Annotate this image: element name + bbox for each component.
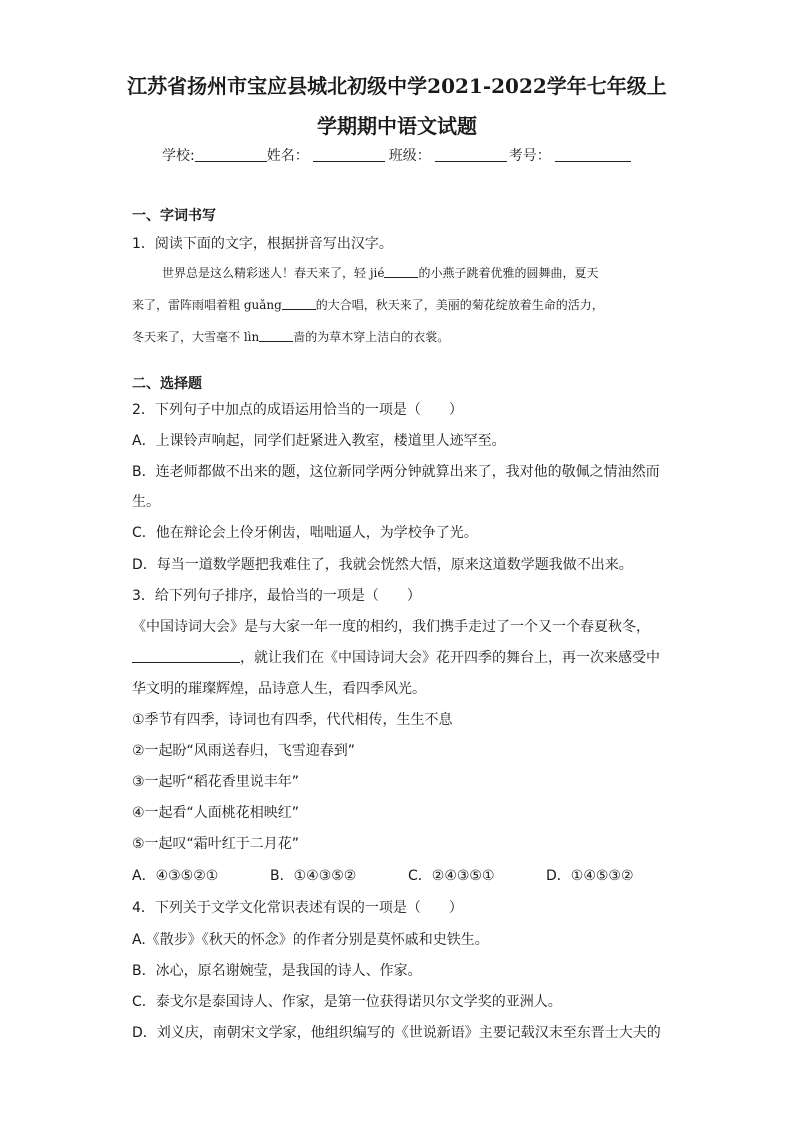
number-blank[interactable]: [555, 147, 631, 162]
q2-option-a[interactable]: A．上课铃声响起，同学们赶紧进入教室，楼道里人迹罕至。: [132, 433, 506, 449]
q2-option-d[interactable]: D．每当一道数学题把我难住了，我就会恍然大悟，原来这道数学题我做不出来。: [132, 557, 633, 573]
q4-option-a[interactable]: A.《散步》《秋天的怀念》的作者分别是莫怀戚和史铁生。: [132, 932, 489, 948]
q2-option-b-cont: 生。: [132, 494, 160, 510]
school-blank[interactable]: [195, 147, 267, 162]
q4-option-c[interactable]: C．泰戈尔是泰国诗人、作家，是第一位获得诺贝尔文学奖的亚洲人。: [132, 994, 562, 1010]
document-title-line-1: 江苏省扬州市宝应县城北初级中学2021-2022学年七年级上: [127, 74, 667, 98]
section-2-heading: 二、选择题: [132, 376, 202, 392]
q3-blank[interactable]: [132, 648, 240, 663]
number-label: 考号：: [508, 148, 551, 164]
q1-blank-3[interactable]: [259, 329, 293, 342]
name-blank[interactable]: [313, 147, 385, 162]
q1-passage-line-2: [132, 296, 604, 314]
student-info-row: [162, 145, 631, 165]
section-1-heading: 一、字词书写: [132, 208, 216, 224]
class-label: 班级：: [388, 148, 431, 164]
q2-option-b[interactable]: B．连老师都做不出来的题，这位新同学两分钟就算出来了，我对他的敬佩之情油然而: [132, 464, 660, 480]
q1-stem: 1．阅读下面的文字，根据拼音写出汉字。: [132, 236, 393, 252]
q3-sentence-3: ③一起听“稻花香里说丰年”: [132, 774, 300, 790]
q3-text: ，就让我们在《中国诗词大会》花开四季的舞台上，再一次来感受中: [240, 650, 660, 666]
q2-option-c[interactable]: C．他在辩论会上伶牙俐齿，咄咄逼人，为学校争了光。: [132, 525, 478, 541]
q3-stem: 3．给下列句子排序，最恰当的一项是（ ）: [132, 588, 421, 604]
class-blank[interactable]: [435, 147, 507, 162]
q1-text: 来了，雷阵雨唱着粗 guǎng: [132, 298, 282, 312]
q3-option-b[interactable]: B．①④③⑤②: [270, 868, 357, 884]
q1-text: 世界总是这么精彩迷人！春天来了，轻 jié: [162, 266, 385, 280]
q2-stem: 2．下列句子中加点的成语运用恰当的一项是（ ）: [132, 402, 463, 418]
q3-sentence-1: ①季节有四季，诗词也有四季，代代相传，生生不息: [132, 712, 453, 728]
q3-option-c[interactable]: C．②④③⑤①: [408, 868, 495, 884]
q4-option-b[interactable]: B．冰心，原名谢婉莹，是我国的诗人、作家。: [132, 963, 422, 979]
q1-text: 啬的为草木穿上洁白的衣裳。: [293, 330, 450, 344]
q1-text: 的大合唱，秋天来了，美丽的菊花绽放着生命的活力，: [315, 298, 604, 312]
q3-passage-line-2: [132, 648, 660, 668]
q4-stem: 4．下列关于文学文化常识表述有误的一项是（ ）: [132, 900, 463, 916]
q3-sentence-4: ④一起看“人面桃花相映红”: [132, 805, 300, 821]
q1-blank-1[interactable]: [384, 265, 418, 278]
q1-text: 冬天来了，大雪毫不 lìn: [132, 330, 260, 344]
q1-passage-line-1: [162, 264, 599, 282]
q1-blank-2[interactable]: [282, 297, 316, 310]
school-label: 学校:: [162, 148, 195, 164]
document-title-line-2: 学期期中语文试题: [317, 114, 477, 138]
name-label: 姓名：: [266, 148, 309, 164]
q3-options: [132, 866, 634, 886]
q3-passage-line-1: 《中国诗词大会》是与大家一年一度的相约，我们携手走过了一个又一个春夏秋冬，: [132, 619, 650, 635]
q4-option-d[interactable]: D．刘义庆，南朝宋文学家，他组织编写的《世说新语》主要记载汉末至东晋士大夫的: [132, 1025, 661, 1041]
q1-text: 的小燕子跳着优雅的圆舞曲，夏天: [418, 266, 599, 280]
q1-passage-line-3: [132, 328, 449, 346]
q3-option-a[interactable]: A．④③⑤②①: [132, 868, 219, 884]
q3-sentence-5: ⑤一起叹“霜叶红于二月花”: [132, 836, 300, 852]
q3-option-d[interactable]: D．①④⑤③②: [546, 868, 634, 884]
q3-passage-line-3: 华文明的璀璨辉煌，品诗意人生，看四季风光。: [132, 681, 426, 697]
q3-sentence-2: ②一起盼“风雨送春归，飞雪迎春到”: [132, 743, 356, 759]
